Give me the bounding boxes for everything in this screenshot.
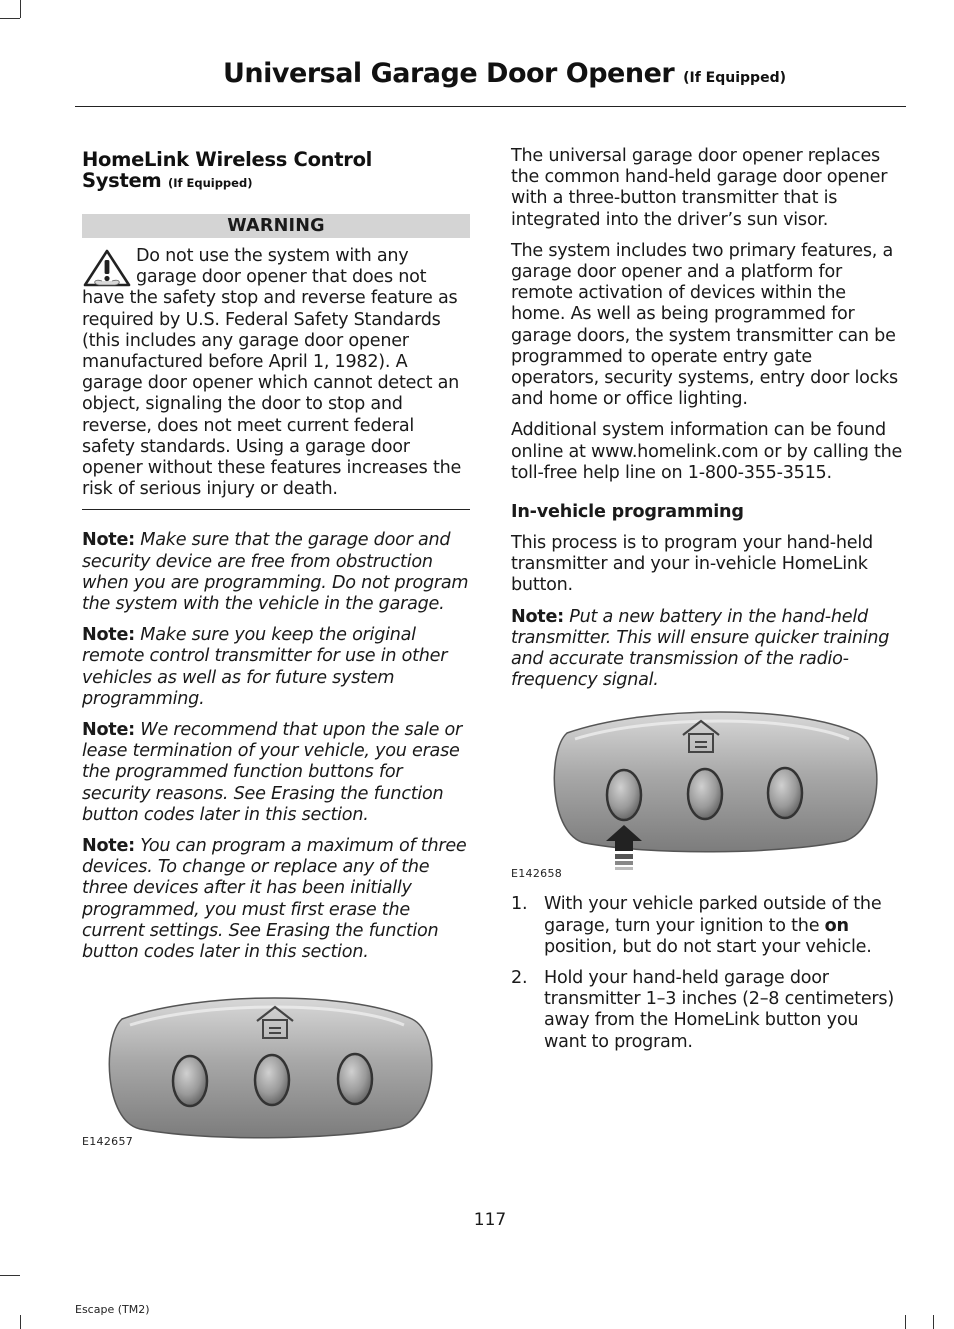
homelink-button	[607, 770, 641, 820]
note-paragraph: Note: We recommend that upon the sale or lease termination of your vehicle, you erase the programmed function buttons for security reasons. See Erasing the function button codes later in this section.	[82, 720, 462, 825]
warning-divider	[82, 509, 470, 510]
homelink-figure	[82, 989, 470, 1148]
figure-code: E142658	[511, 867, 563, 881]
page-title: Universal Garage Door Opener (If Equipped)	[223, 58, 786, 89]
right-column	[511, 146, 903, 1063]
warning-banner: WARNING	[82, 214, 470, 238]
homelink-panel-illustration	[82, 989, 470, 1139]
crop-mark	[0, 1275, 20, 1276]
section-title: HomeLink Wireless Control System (If Equipped)	[82, 148, 373, 192]
subheading: In-vehicle programming	[511, 502, 744, 523]
crop-mark	[0, 18, 20, 19]
crop-mark	[20, 0, 21, 18]
body-paragraph: Additional system information can be found online at www.homelink.com or by calling the toll-free help line on 1-800-355-3515.	[511, 420, 903, 483]
list-item: 2. Hold your hand-held garage door transmitter 1–3 inches (2–8 centimeters) away from the HomeLink button you want to program.	[511, 968, 894, 1052]
warning-text: Do not use the system with any garage door opener that does not have the safety stop and reverse feature as required by U.S. Federal Safety Standards (this includes any garage door opener manufactured before April 1, 1982). A garage door opener which cannot detect an object, signaling the door to stop and reverse, does not meet current federal safety standards. Using a garage door opener without these features increases the risk of serious injury or death.	[82, 246, 462, 500]
homelink-button	[688, 769, 722, 819]
homelink-button	[338, 1054, 372, 1104]
steps-list	[511, 894, 903, 1052]
crop-mark	[933, 1315, 934, 1329]
homelink-button	[768, 768, 802, 818]
homelink-button	[173, 1056, 207, 1106]
warning-block	[82, 246, 470, 500]
note-paragraph: Note: You can program a maximum of three devices. To change or replace any of the three devices after it has been initially programmed, you must first erase the current settings. See Erasing the function button codes later in this section.	[82, 836, 467, 963]
footer-model: Escape (TM2)	[75, 1303, 150, 1316]
header-divider	[75, 106, 906, 107]
note-paragraph: Note: Make sure that the garage door and security device are free from obstruction when you are programming. Do not program the system with the vehicle in the garage.	[82, 530, 469, 615]
left-column	[82, 146, 470, 1148]
note-paragraph: Note: Make sure you keep the original remote control transmitter for use in other vehicles as well as for future system programming.	[82, 625, 448, 709]
homelink-button	[255, 1055, 289, 1105]
figure-code: E142657	[82, 1135, 134, 1149]
body-paragraph: This process is to program your hand-held transmitter and your in-vehicle HomeLink button.	[511, 533, 873, 596]
warning-triangle-icon	[82, 248, 132, 288]
list-item: 1. With your vehicle parked outside of the garage, turn your ignition to the on position, but do not start your vehicle.	[511, 894, 882, 957]
note-paragraph: Note: Put a new battery in the hand-held transmitter. This will ensure quicker training and accurate transmission of the radio-frequency signal.	[511, 606, 890, 691]
crop-mark	[905, 1315, 906, 1329]
crop-mark	[20, 1315, 21, 1329]
homelink-panel-illustration	[511, 703, 903, 873]
homelink-figure	[511, 703, 903, 880]
body-paragraph: The system includes two primary features, a garage door opener and a platform for remote activation of devices within the home. As well as being programmed for garage doors, the system transmitter can be programmed to operate entry gate operators, security systems, entry door locks and home or office lighting.	[511, 240, 898, 410]
page-number: 117	[473, 1210, 507, 1230]
body-paragraph: The universal garage door opener replaces the common hand-held garage door opener with a three-button transmitter that is integrated into the driver’s sun visor.	[511, 146, 888, 230]
